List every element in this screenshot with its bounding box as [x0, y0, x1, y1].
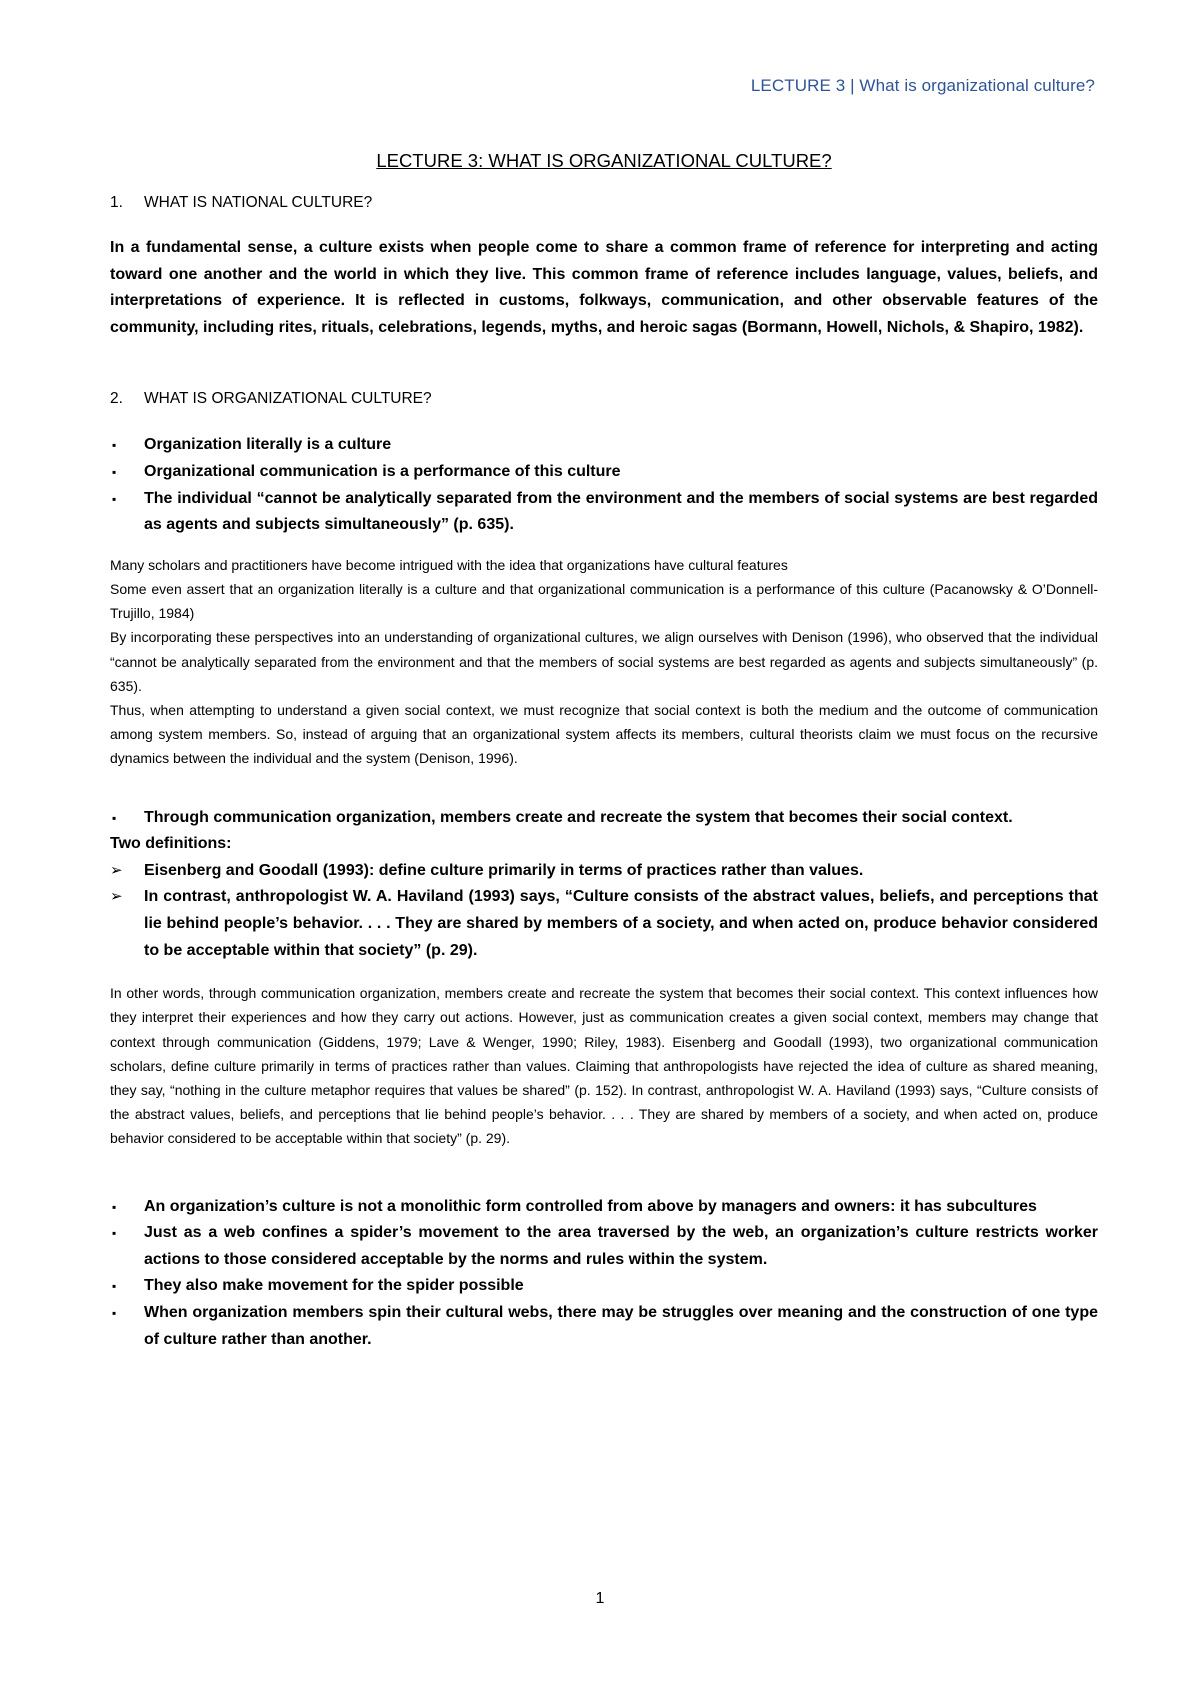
list-item: ▪ The individual “cannot be analytically separated from the environment and the members of social systems are best regarded as agents and subjects simultaneously” (p. 635).: [110, 486, 1098, 539]
bullet-marker: ▪: [112, 491, 117, 506]
list-item: ➢ In contrast, anthropologist W. A. Haviland (1993) says, “Culture consists of the abstract values, beliefs, and perceptions that lie behind people’s behavior. . . . They are shared by members of a society, and when acted on, produce behavior considered to be acceptable within that society” (p. 29).: [110, 884, 1098, 964]
bullet-marker: ▪: [112, 1199, 117, 1214]
key-points-list: [110, 432, 1098, 538]
page-number: 1: [595, 1590, 605, 1607]
document-body: [110, 150, 1098, 1353]
definitions-label: Two definitions:: [110, 835, 232, 853]
list-item: ▪ Through communication organization, members create and recreate the system that becomes their social context.: [110, 805, 1098, 832]
list-item: ▪ An organization’s culture is not a monolithic form controlled from above by managers and owners: it has subcultures: [110, 1194, 1098, 1221]
note-line: By incorporating these perspectives into an understanding of organizational cultures, we align ourselves with Denison (1996), who observed that the individual “cannot be analytically separated from the environment and that the members of social systems are best regarded as agents and subjects simultaneously” (p. 635).: [110, 629, 1098, 694]
note-line: Many scholars and practitioners have become intrigued with the idea that organizations have cultural features: [110, 556, 788, 573]
bullet-marker: ▪: [112, 810, 117, 825]
section-heading-text: WHAT IS NATIONAL CULTURE?: [144, 194, 373, 211]
notes-block: [110, 553, 1098, 771]
document-title: LECTURE 3: WHAT IS ORGANIZATIONAL CULTURE?: [376, 150, 832, 171]
arrow-marker: ➢: [110, 861, 123, 879]
culture-points-list: [110, 1194, 1098, 1354]
bullet-marker: ▪: [112, 1226, 117, 1241]
section-1-heading: [110, 194, 1098, 212]
list-item: ▪ Organization literally is a culture: [110, 432, 1098, 459]
list-item: ▪ When organization members spin their cultural webs, there may be struggles over meaning and the construction of one type of culture rather than another.: [110, 1300, 1098, 1353]
section-number: 1.: [110, 194, 123, 211]
list-item: ▪ Organizational communication is a performance of this culture: [110, 459, 1098, 486]
note-line: Thus, when attempting to understand a given social context, we must recognize that social context is both the medium and the outcome of communication among system members. So, instead of arguing that an organizational system affects its members, cultural theorists claim we must focus on the recursive dynamics between the individual and the system (Denison, 1996).: [110, 701, 1098, 767]
list-item: ▪ They also make movement for the spider possible: [110, 1273, 1098, 1300]
section-2-heading: [110, 390, 1098, 408]
section-heading-text: WHAT IS ORGANIZATIONAL CULTURE?: [144, 390, 432, 408]
bullet-marker: ▪: [112, 464, 117, 479]
communication-point: [110, 805, 1098, 832]
arrow-marker: ➢: [110, 888, 123, 906]
bullet-marker: ▪: [112, 1305, 117, 1320]
definitions-list: [110, 858, 1098, 964]
notes-paragraph: In other words, through communication organization, members create and recreate the system that becomes their social context. This context influences how they interpret their experiences and how they carry out actions. However, just as communication creates a given social context, members may change that context through communication (Giddens, 1979; Lave & Wenger, 1990; Riley, 1983). Eisenberg and Goodall (1993), two organizational communication scholars, define culture primarily in terms of practices rather than values. Claiming that anthropologists have rejected the idea of culture as shared meaning, they say, “nothing in the culture metaphor requires that values be shared” (p. 152). In contrast, anthropologist W. A. Haviland (1993) says, “Culture consists of the abstract values, beliefs, and perceptions that lie behind people’s behavior. . . . They are shared by members of a society, and when acted on, produce behavior considered to be acceptable within that society” (p. 29).: [110, 985, 1098, 1147]
running-header: LECTURE 3 | What is organizational culture?: [750, 76, 1095, 95]
section-number: 2.: [110, 390, 123, 408]
bullet-marker: ▪: [112, 438, 117, 453]
bullet-marker: ▪: [112, 1279, 117, 1294]
note-line: Some even assert that an organization literally is a culture and that organizational communication is a performance of this culture (Pacanowsky & O’Donnell-Trujillo, 1984): [110, 580, 1098, 622]
section-1-paragraph: In a fundamental sense, a culture exists when people come to share a common frame of reference for interpreting and acting toward one another and the world in which they live. This common frame of reference includes language, values, beliefs, and interpretations of experience. It is reflected in customs, folkways, communication, and other observable features of the community, including rites, rituals, celebrations, legends, myths, and heroic sagas (Bormann, Howell, Nichols, & Shapiro, 1982).: [110, 239, 1098, 336]
list-item: ▪ Just as a web confines a spider’s movement to the area traversed by the web, an organization’s culture restricts worker actions to those considered acceptable by the norms and rules within the system.: [110, 1220, 1098, 1273]
list-item: ➢ Eisenberg and Goodall (1993): define culture primarily in terms of practices rather than values.: [110, 858, 1098, 885]
